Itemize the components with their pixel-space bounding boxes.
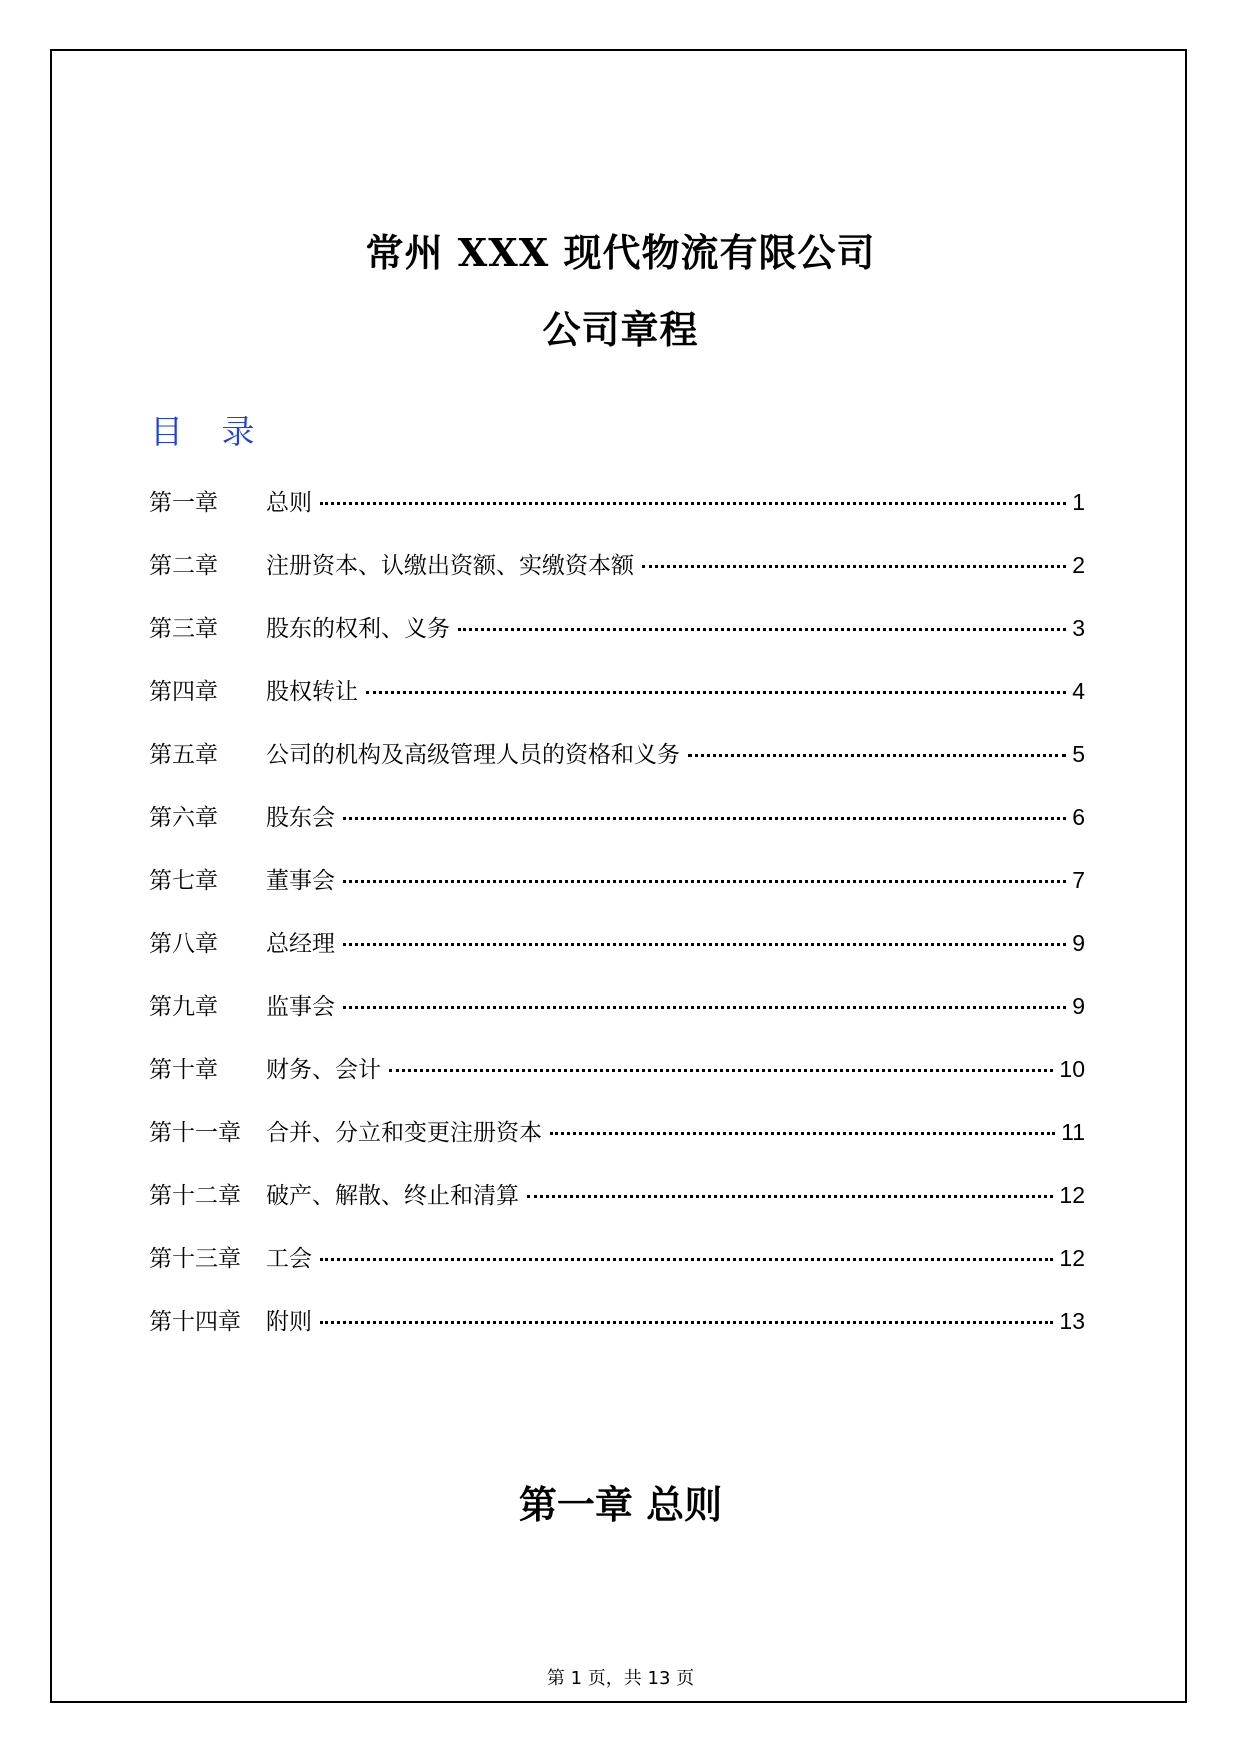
toc-dot-leader: [320, 502, 1066, 505]
toc-entry-1[interactable]: [149, 487, 1085, 550]
toc-chapter-number: 第十一章: [149, 1120, 241, 1146]
toc-dot-leader: [366, 691, 1066, 694]
toc-dot-leader: [527, 1195, 1053, 1198]
toc-dot-leader: [458, 628, 1066, 631]
toc-page-number: 3: [1072, 615, 1085, 641]
toc-dot-leader: [343, 817, 1066, 820]
toc-chapter-number: 第四章: [149, 679, 218, 705]
table-of-contents: [149, 487, 1085, 1369]
toc-heading: 目 录: [150, 412, 269, 451]
toc-dot-leader: [389, 1069, 1053, 1072]
toc-chapter-title: 股权转让: [266, 679, 358, 705]
toc-chapter-title: 附则: [266, 1309, 312, 1335]
chapter-one-heading: 第一章 总则: [518, 1482, 723, 1527]
toc-chapter-number: 第十四章: [149, 1309, 241, 1335]
toc-chapter-title: 工会: [266, 1246, 312, 1272]
toc-page-number: 10: [1059, 1056, 1085, 1082]
toc-chapter-title: 股东的权利、义务: [266, 616, 450, 642]
toc-page-number: 12: [1059, 1245, 1085, 1271]
toc-page-number: 9: [1072, 930, 1085, 956]
toc-chapter-number: 第十三章: [149, 1246, 241, 1272]
toc-page-number: 2: [1072, 552, 1085, 578]
toc-chapter-title: 总则: [266, 490, 312, 516]
toc-dot-leader: [642, 565, 1066, 568]
toc-entry-12[interactable]: [149, 1180, 1085, 1243]
toc-chapter-number: 第七章: [149, 868, 218, 894]
toc-dot-leader: [343, 943, 1066, 946]
toc-chapter-title: 财务、会计: [266, 1057, 381, 1083]
toc-page-number: 9: [1072, 993, 1085, 1019]
toc-chapter-title: 总经理: [266, 931, 335, 957]
toc-chapter-title: 破产、解散、终止和清算: [266, 1183, 519, 1209]
toc-page-number: 12: [1059, 1182, 1085, 1208]
toc-entry-8[interactable]: [149, 928, 1085, 991]
toc-chapter-title: 公司的机构及高级管理人员的资格和义务: [266, 742, 680, 768]
toc-dot-leader: [320, 1321, 1053, 1324]
toc-chapter-number: 第八章: [149, 931, 218, 957]
toc-chapter-number: 第十章: [149, 1057, 218, 1083]
toc-chapter-title: 注册资本、认缴出资额、实缴资本额: [266, 553, 634, 579]
toc-chapter-title: 股东会: [266, 805, 335, 831]
document-title: 公司章程: [542, 307, 699, 352]
toc-page-number: 5: [1072, 741, 1085, 767]
toc-chapter-number: 第五章: [149, 742, 218, 768]
toc-dot-leader: [343, 1006, 1066, 1009]
toc-entry-7[interactable]: [149, 865, 1085, 928]
toc-chapter-number: 第二章: [149, 553, 218, 579]
toc-chapter-number: 第三章: [149, 616, 218, 642]
toc-entry-14[interactable]: [149, 1306, 1085, 1369]
toc-chapter-number: 第一章: [149, 490, 218, 516]
toc-page-number: 13: [1059, 1308, 1085, 1334]
toc-chapter-number: 第十二章: [149, 1183, 241, 1209]
toc-page-number: 6: [1072, 804, 1085, 830]
toc-chapter-number: 第九章: [149, 994, 218, 1020]
toc-entry-3[interactable]: [149, 613, 1085, 676]
toc-dot-leader: [550, 1132, 1055, 1135]
toc-page-number: 1: [1072, 489, 1085, 515]
company-name-title: 常州 XXX 现代物流有限公司: [365, 230, 876, 275]
toc-entry-4[interactable]: [149, 676, 1085, 739]
toc-entry-6[interactable]: [149, 802, 1085, 865]
toc-page-number: 11: [1061, 1119, 1085, 1145]
toc-entry-13[interactable]: [149, 1243, 1085, 1306]
toc-dot-leader: [688, 754, 1066, 757]
toc-entry-10[interactable]: [149, 1054, 1085, 1117]
toc-chapter-title: 合并、分立和变更注册资本: [266, 1120, 542, 1146]
toc-entry-5[interactable]: [149, 739, 1085, 802]
toc-chapter-number: 第六章: [149, 805, 218, 831]
toc-dot-leader: [343, 880, 1066, 883]
toc-entry-9[interactable]: [149, 991, 1085, 1054]
toc-entry-11[interactable]: [149, 1117, 1085, 1180]
toc-chapter-title: 董事会: [266, 868, 335, 894]
toc-page-number: 4: [1072, 678, 1085, 704]
page-footer: 第 1 页，共 13 页: [546, 1668, 695, 1689]
toc-page-number: 7: [1072, 867, 1085, 893]
toc-entry-2[interactable]: [149, 550, 1085, 613]
toc-dot-leader: [320, 1258, 1053, 1261]
toc-chapter-title: 监事会: [266, 994, 335, 1020]
